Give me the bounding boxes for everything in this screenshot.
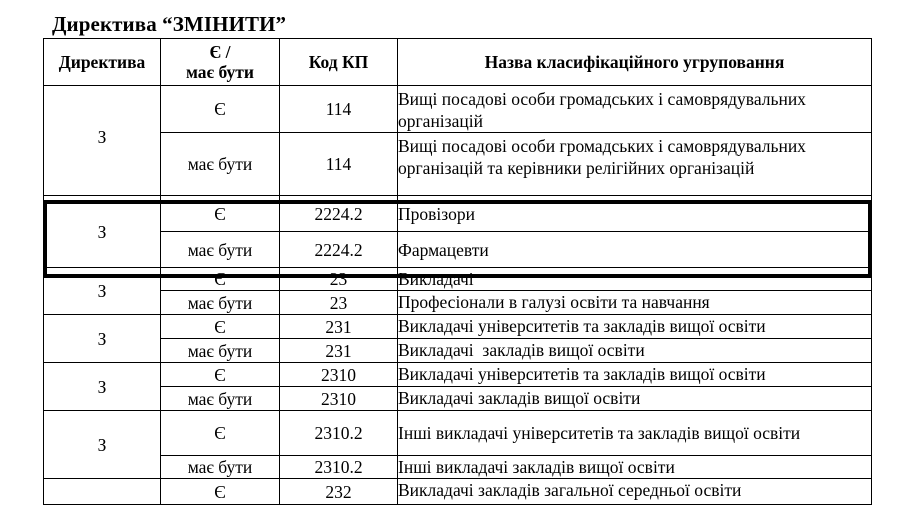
status-cell: має бути xyxy=(161,339,280,363)
directive-cell: З xyxy=(44,315,161,363)
name-text: Вищі посадові особи громадських і самоврядувальних організацій та керівники релігійних організацій xyxy=(398,136,806,178)
status-cell: Є xyxy=(161,268,280,291)
name-cell: Професіонали в галузі освіти та навчання xyxy=(398,291,872,315)
directive-cell xyxy=(44,479,161,505)
code-cell: 232 xyxy=(280,479,398,505)
column-header-name: Назва класифікаційного угруповання xyxy=(398,39,872,86)
name-cell: Інші викладачі закладів вищої освіти xyxy=(398,456,872,479)
table-row xyxy=(44,196,872,232)
code-cell: 2224.2 xyxy=(280,232,398,268)
code-cell: 114 xyxy=(280,133,398,196)
status-cell: має бути xyxy=(161,232,280,268)
status-cell: Є xyxy=(161,196,280,232)
status-cell: Є xyxy=(161,315,280,339)
code-cell: 114 xyxy=(280,86,398,133)
code-cell: 2310 xyxy=(280,387,398,411)
status-cell: має бути xyxy=(161,387,280,411)
name-cell: Викладачі xyxy=(398,268,872,291)
column-header-status-line2: має бути xyxy=(185,62,254,82)
table-row xyxy=(44,387,872,411)
status-cell: має бути xyxy=(161,291,280,315)
name-cell: Фармацевти xyxy=(398,232,872,268)
directive-cell: З xyxy=(44,411,161,479)
name-cell: Викладачі університетів та закладів вищої освіти xyxy=(398,363,872,387)
code-cell: 2310 xyxy=(280,363,398,387)
table-row xyxy=(44,315,872,339)
name-cell: Викладачі закладів загальної середньої освіти xyxy=(398,479,872,505)
table-row xyxy=(44,363,872,387)
name-cell: Інші викладачі університетів та закладів вищої освіти xyxy=(398,411,872,456)
table-row xyxy=(44,339,872,363)
name-cell: Провізори xyxy=(398,196,872,232)
table-row xyxy=(44,133,872,196)
status-cell: Є xyxy=(161,479,280,505)
column-header-code: Код КП xyxy=(280,39,398,86)
code-cell: 231 xyxy=(280,315,398,339)
code-cell: 231 xyxy=(280,339,398,363)
name-cell: Викладачі університетів та закладів вищої освіти xyxy=(398,315,872,339)
column-header-status xyxy=(161,39,280,86)
column-header-status-line1: Є / xyxy=(209,42,231,62)
status-cell: Є xyxy=(161,86,280,133)
table-row xyxy=(44,268,872,291)
status-cell: Є xyxy=(161,411,280,456)
code-cell: 2310.2 xyxy=(280,456,398,479)
status-cell: Є xyxy=(161,363,280,387)
table-header-row xyxy=(44,39,872,86)
table-row xyxy=(44,479,872,505)
table-row xyxy=(44,456,872,479)
directive-cell: З xyxy=(44,86,161,196)
table-row xyxy=(44,232,872,268)
column-header-directive: Директива xyxy=(44,39,161,86)
name-cell xyxy=(398,86,872,133)
name-text: Вищі посадові особи громадських і самоврядувальних організацій xyxy=(398,89,806,131)
status-cell: має бути xyxy=(161,456,280,479)
code-cell: 2310.2 xyxy=(280,411,398,456)
name-cell: Викладачі закладів вищої освіти xyxy=(398,339,872,363)
code-cell: 2224.2 xyxy=(280,196,398,232)
code-cell: 23 xyxy=(280,291,398,315)
code-cell: 23 xyxy=(280,268,398,291)
name-cell xyxy=(398,133,872,196)
directive-table xyxy=(43,38,872,505)
directive-cell: З xyxy=(44,363,161,411)
table-row xyxy=(44,411,872,456)
status-cell: має бути xyxy=(161,133,280,196)
table-row xyxy=(44,86,872,133)
name-cell: Викладачі закладів вищої освіти xyxy=(398,387,872,411)
page-title: Директива “ЗМІНИТИ” xyxy=(52,12,287,36)
table-row xyxy=(44,291,872,315)
directive-cell: З xyxy=(44,196,161,268)
directive-cell: З xyxy=(44,268,161,315)
